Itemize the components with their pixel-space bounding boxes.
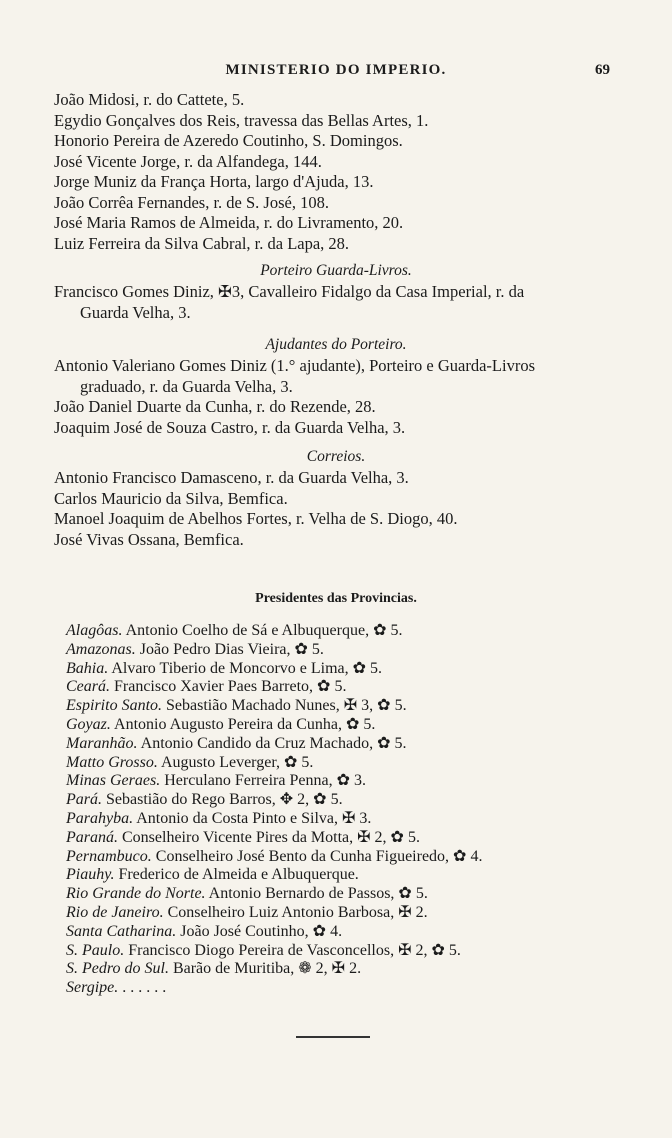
province-entry: [0, 772, 672, 791]
province-name: Pará.: [66, 791, 102, 809]
province-name: Parahyba.: [66, 809, 134, 827]
president-name: Sebastião do Rego Barros, ✥ 2, ✿ 5.: [102, 791, 343, 809]
list-item-continuation: graduado, r. da Guarda Velha, 3.: [80, 376, 293, 396]
list-item: Francisco Gomes Diniz, ✠3, Cavalleiro Fidalgo da Casa Imperial, r. da: [54, 282, 525, 301]
president-name: Francisco Xavier Paes Barreto, ✿ 5.: [110, 678, 347, 696]
province-name: Matto Grosso.: [66, 753, 158, 771]
president-name: Antonio Coelho de Sá e Albuquerque, ✿ 5.: [122, 622, 403, 639]
president-name: Antonio da Costa Pinto e Silva, ✠ 3.: [133, 809, 372, 827]
section-heading: Correios.: [306, 448, 366, 465]
province-name: Piauhy.: [66, 866, 115, 884]
list-item: João Corrêa Fernandes, r. de S. José, 108.: [54, 192, 329, 212]
president-name: Alvaro Tiberio de Moncorvo e Lima, ✿ 5.: [108, 659, 383, 677]
province-name: Rio de Janeiro.: [66, 903, 164, 921]
province-name: Minas Geraes.: [66, 772, 161, 790]
section-ajudantes: [0, 334, 672, 438]
province-name: Sergipe.: [66, 979, 119, 997]
province-entry: [0, 622, 672, 641]
province-entry: [0, 960, 672, 979]
section-heading: Porteiro Guarda-Livros.: [260, 262, 412, 279]
page-number: 69: [595, 62, 610, 78]
page-title: MINISTERIO DO IMPERIO.: [225, 62, 447, 78]
province-entry: [0, 697, 672, 716]
province-entry: [0, 678, 672, 697]
employee-list: [0, 90, 672, 254]
closing-rule: [296, 1036, 370, 1038]
province-entry: [0, 641, 672, 660]
section-presidentes: [0, 588, 672, 998]
province-entry: [0, 754, 672, 773]
list-item: José Maria Ramos de Almeida, r. do Livramento, 20.: [54, 213, 404, 232]
president-name: Augusto Leverger, ✿ 5.: [157, 753, 314, 771]
president-name: Sebastião Machado Nunes, ✠ 3, ✿ 5.: [162, 697, 407, 715]
list-item: Jorge Muniz da França Horta, largo d'Ajuda, 13.: [54, 172, 374, 191]
list-item: Joaquim José de Souza Castro, r. da Guarda Velha, 3.: [54, 417, 406, 437]
list-item: José Vivas Ossana, Bemfica.: [54, 529, 244, 549]
list-item: Egydio Gonçalves dos Reis, travessa das Bellas Artes, 1.: [54, 110, 429, 130]
president-name: . . . . . .: [118, 979, 167, 997]
list-item: João Midosi, r. do Cattete, 5.: [54, 90, 245, 109]
province-entry: [0, 866, 672, 885]
list-item: Antonio Valeriano Gomes Diniz (1.° ajudante), Porteiro e Guarda-Livros: [54, 356, 535, 375]
list-item: João Daniel Duarte da Cunha, r. do Rezende, 28.: [54, 397, 376, 416]
province-name: Pernambuco.: [66, 847, 152, 865]
province-entry: [0, 904, 672, 923]
list-item: Antonio Francisco Damasceno, r. da Guarda Velha, 3.: [54, 468, 409, 487]
province-entry: [0, 885, 672, 904]
province-name: Ceará.: [66, 678, 110, 696]
president-name: Antonio Augusto Pereira da Cunha, ✿ 5.: [110, 715, 376, 733]
president-name: Frederico de Almeida e Albuquerque.: [114, 866, 359, 884]
province-list: [0, 622, 672, 998]
province-entry: [0, 829, 672, 848]
list-item: Manoel Joaquim de Abelhos Fortes, r. Velha de S. Diogo, 40.: [54, 509, 458, 528]
list-item: Luiz Ferreira da Silva Cabral, r. da Lapa, 28.: [54, 233, 350, 253]
list-item: José Vicente Jorge, r. da Alfandega, 144.: [54, 151, 322, 171]
president-name: Conselheiro Luiz Antonio Barbosa, ✠ 2.: [163, 903, 428, 921]
province-entry: [0, 848, 672, 867]
president-name: João Pedro Dias Vieira, ✿ 5.: [135, 640, 324, 658]
section-porteiro: [0, 260, 672, 323]
president-name: Antonio Bernardo de Passos, ✿ 5.: [205, 885, 428, 903]
section-heading: Presidentes das Provincias.: [255, 591, 417, 606]
province-entry: [0, 979, 672, 998]
province-entry: [0, 716, 672, 735]
running-header: [0, 62, 672, 82]
president-name: Herculano Ferreira Penna, ✿ 3.: [160, 772, 366, 790]
section-correios: [0, 446, 672, 550]
province-name: Paraná.: [66, 828, 118, 846]
province-entry: [0, 660, 672, 679]
president-name: Francisco Diogo Pereira de Vasconcellos, ✠ 2, ✿ 5.: [124, 941, 461, 959]
province-name: S. Paulo.: [66, 941, 125, 959]
president-name: Conselheiro José Bento da Cunha Figueiredo, ✿ 4.: [151, 847, 483, 865]
president-name: João José Coutinho, ✿ 4.: [176, 922, 343, 940]
list-item: Carlos Mauricio da Silva, Bemfica.: [54, 488, 288, 508]
president-name: Barão de Muritiba, ❁ 2, ✠ 2.: [168, 960, 362, 978]
president-name: Antonio Candido da Cruz Machado, ✿ 5.: [137, 734, 407, 752]
province-name: Santa Catharina.: [66, 922, 177, 940]
section-heading: Ajudantes do Porteiro.: [265, 336, 407, 353]
province-name: S. Pedro do Sul.: [66, 960, 169, 978]
president-name: Conselheiro Vicente Pires da Motta, ✠ 2, ✿ 5.: [118, 828, 420, 846]
province-entry: [0, 735, 672, 754]
province-name: Alagôas.: [66, 622, 123, 639]
province-name: Espirito Santo.: [66, 697, 163, 715]
province-name: Maranhão.: [66, 734, 138, 752]
province-entry: [0, 942, 672, 961]
province-name: Rio Grande do Norte.: [66, 885, 206, 903]
province-entry: [0, 810, 672, 829]
province-entry: [0, 791, 672, 810]
province-name: Goyaz.: [66, 715, 111, 733]
province-name: Amazonas.: [66, 640, 136, 658]
province-entry: [0, 923, 672, 942]
list-item-continuation: Guarda Velha, 3.: [80, 302, 191, 322]
list-item: Honorio Pereira de Azeredo Coutinho, S. Domingos.: [54, 131, 403, 150]
province-name: Bahia.: [66, 659, 109, 677]
